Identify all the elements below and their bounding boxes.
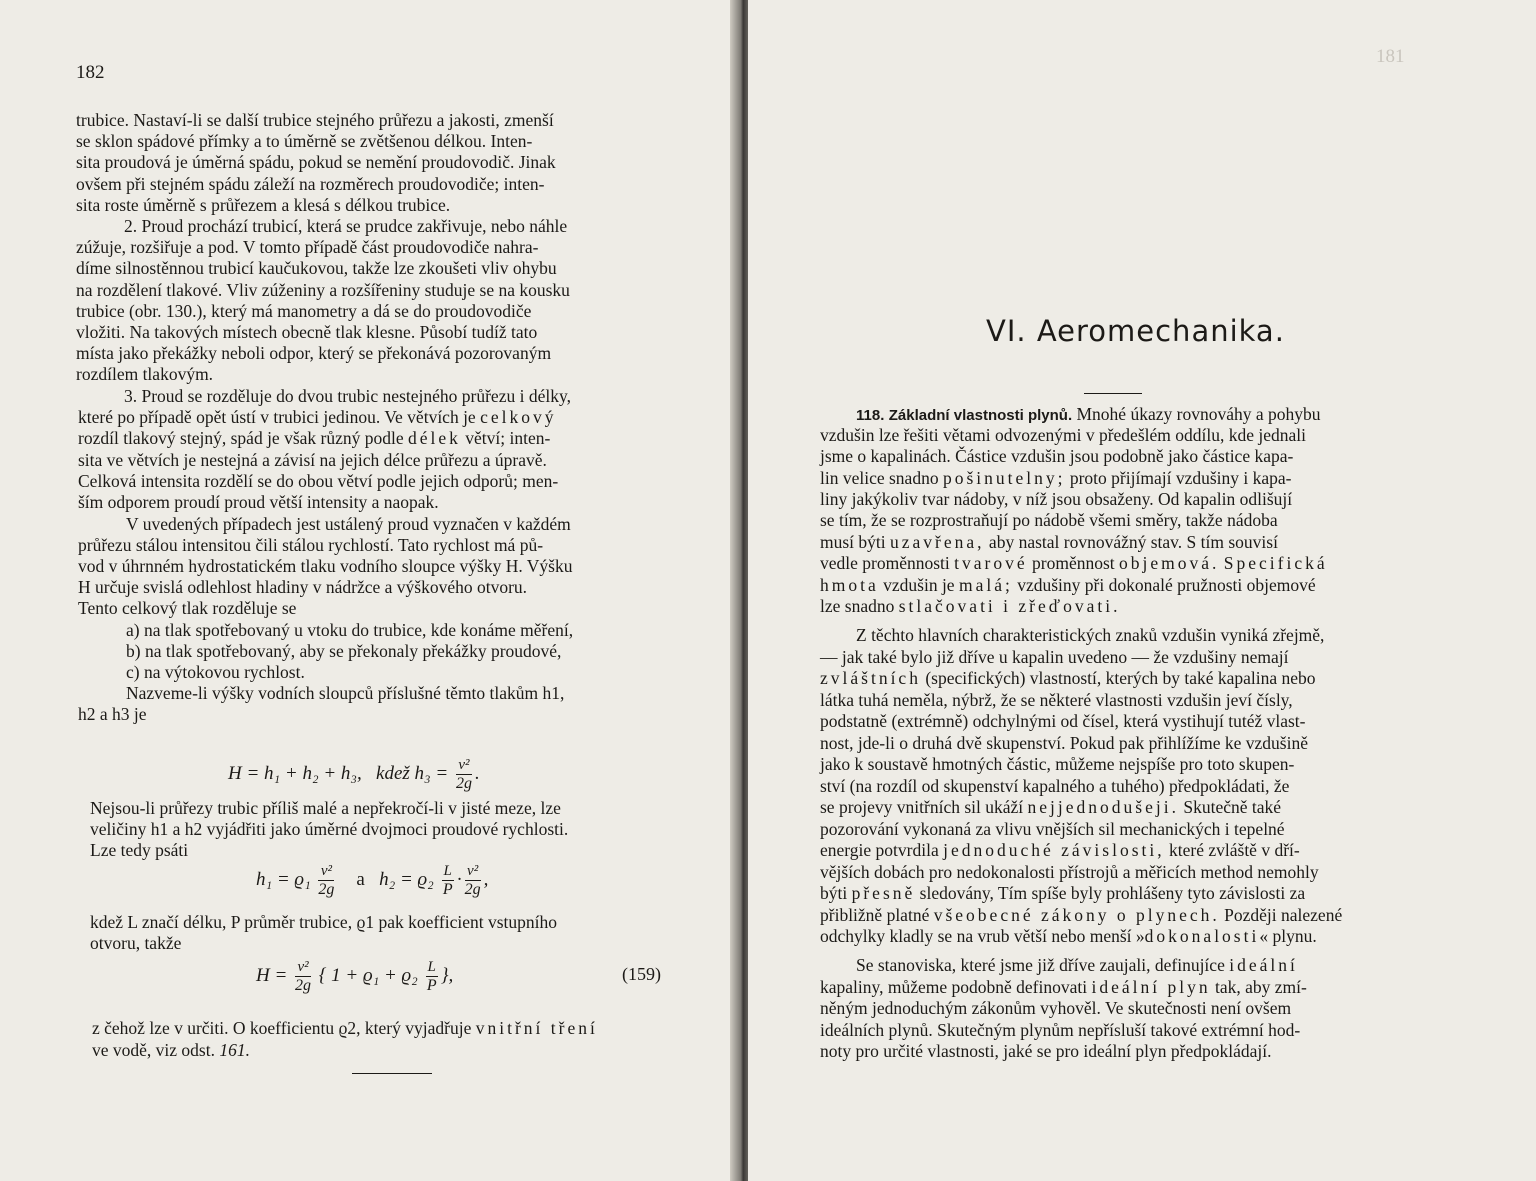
denominator: 2g — [318, 881, 335, 898]
text-line: Tento celkový tlak rozděluje se — [78, 598, 297, 619]
text-block-3 — [90, 798, 680, 862]
text-span: podstatně (extrémně) odchylnými od čísel, která vystihují tutéž vlast- — [820, 711, 1306, 731]
text-line: díme silnostěnnou trubicí kaučukovou, takže lze zkoušeti vliv ohybu — [76, 258, 557, 279]
page-number: 181 — [1376, 46, 1405, 67]
text-line — [820, 690, 1293, 711]
text-line: c) na výtokovou rychlost. — [126, 662, 305, 683]
text-span: aby nastal rovnovážný stav. S tím souvisí — [988, 532, 1278, 552]
text-line — [92, 1018, 598, 1039]
text-line — [820, 575, 1316, 596]
text-span: vedle proměnnosti — [820, 553, 950, 573]
emphasis-text: ideální plyn — [1091, 977, 1211, 997]
text-line: b) na tlak spotřebovaný, aby se překonaly překážky proudové, — [126, 640, 562, 661]
text-span: sledovány, Tím spíše byly prohlášeny tyto závislosti za — [919, 883, 1306, 903]
equation-mid: kdež h₃ = — [376, 762, 449, 784]
text-block-4 — [90, 912, 680, 954]
text-span: látka tuhá neměla, nýbrž, že se některé vlastnosti vzdušin jeví čísly, — [820, 690, 1293, 710]
text-span: vzdušiny při dokonalé pružnosti objemové — [1017, 575, 1316, 595]
emphasis-text: zvláštních — [820, 668, 921, 688]
fraction — [295, 958, 311, 995]
text-span: Se stanoviska, které jsme již dříve zaujali, definujíce — [856, 955, 1225, 975]
text-line — [820, 510, 1278, 531]
text-span: vějších dobách pro nedokonalosti přístrojů a měřicích method nemohly — [820, 862, 1319, 882]
emphasis-text: délek — [408, 428, 461, 448]
section-heading-line — [856, 404, 1320, 426]
text-line — [820, 532, 1278, 553]
denominator: 2g — [464, 881, 481, 898]
equation-body: { 1 + ϱ₁ + ϱ₂ — [318, 964, 418, 986]
text-line — [820, 776, 1289, 797]
text-line: otvoru, takže — [90, 933, 182, 954]
fraction — [442, 862, 454, 899]
equation-part: h₁ = ϱ₁ — [256, 868, 311, 890]
text-line — [820, 819, 1285, 840]
section-reference: 161. — [219, 1040, 250, 1060]
text-span: které zvláště v dří- — [1169, 840, 1300, 860]
text-span: — jak také bylo již dříve u kapalin uvedeno — že vzdušiny nemají — [820, 647, 1289, 667]
page-number: 182 — [76, 62, 105, 83]
text-line: trubice (obr. 130.), který má manometry a dá se do proudovodiče — [76, 300, 532, 321]
text-line — [820, 1041, 1272, 1062]
equation-3 — [256, 958, 453, 995]
text-span: jsme o kapalinách. Částice vzdušin jsou podobně jako částice kapa- — [820, 446, 1294, 466]
text-span: větví; inten- — [465, 428, 551, 448]
right-page — [748, 0, 1536, 1181]
text-line: trubice. Nastaví-li se další trubice stejného průřezu a jakosti, zmenší — [76, 110, 554, 130]
text-line: ovšem při stejném spádu záleží na rozměrech proudovodiče; inten- — [76, 173, 545, 194]
fraction — [426, 958, 438, 995]
text-span: pozorování vykonaná za vlivu vnějších sil mechanických i tepelné — [820, 819, 1285, 839]
fraction — [456, 756, 472, 793]
text-line — [820, 977, 1307, 998]
equation-2: h₁ = ϱ₁ $\frac{\text{v²}}{2g}$ a h₂ = ϱ₂ $\frac{L}{P}$ · $\frac{\text{v²}}{2g}$ , — [256, 863, 489, 898]
text-span: které po případě opět ústí v trubici jedinou. Ve větvích je — [78, 407, 476, 427]
text-span: ideálních plynů. Skutečným plynům nepřísluší takové extrémní hod- — [820, 1020, 1301, 1040]
text-span: vzdušin je — [883, 575, 955, 595]
fraction — [465, 862, 481, 899]
text-span: Z těchto hlavních charakteristických znaků vzdušin vyniká zřejmě, — [856, 625, 1325, 645]
chapter-rule — [1084, 393, 1142, 394]
text-line — [820, 647, 1288, 668]
numerator: v² — [456, 756, 472, 775]
text-line — [820, 711, 1306, 732]
text-line — [820, 926, 1317, 947]
text-span: jako k soustavě hmotných částic, můžeme nejspíše pro toto skupen- — [820, 754, 1295, 774]
text-span: lze snadno — [820, 596, 895, 616]
text-line — [820, 797, 1281, 818]
text-span: lin velice snadno — [820, 468, 939, 488]
text-line: zúžuje, rozšiřuje a pod. V tomto případě část proudovodiče nahra- — [76, 237, 539, 258]
left-page — [0, 0, 736, 1181]
text-line: vložiti. Na takových místech obecně tlak klesne. Působí tudíž tato — [76, 322, 538, 343]
text-line — [820, 840, 1300, 861]
denominator: P — [426, 977, 437, 994]
equation-connector: a — [356, 868, 365, 890]
text-line: 2. Proud prochází trubicí, která se prudce zakřivuje, nebo náhle — [124, 216, 568, 237]
text-span: něným jednoduchým zákonům vyhověl. Ve skutečnosti není ovšem — [820, 998, 1292, 1018]
emphasis-text: jednoduché závislosti, — [943, 840, 1165, 860]
text-span: odchylky kladly se na vrub větší nebo menší » — [820, 926, 1145, 946]
text-block-2 — [78, 450, 676, 726]
text-line: H určuje svislá odlehlost hladiny v nádržce a výškového otvoru. — [78, 577, 528, 598]
text-span: Skutečně také — [1183, 797, 1282, 817]
emphasis-text: přesně — [851, 883, 916, 903]
text-line — [820, 553, 1328, 574]
denominator: 2g — [295, 977, 312, 994]
emphasis-text: celkový — [480, 407, 557, 427]
text-span: liny jakýkoliv tvar nádoby, v níž jsou obsaženy. Od kapalin odlišují — [820, 489, 1293, 509]
end-rule — [352, 1073, 432, 1074]
numerator: L — [427, 959, 436, 975]
numerator: v² — [318, 862, 334, 881]
text-line: Lze tedy psáti — [90, 840, 189, 861]
numerator: L — [443, 863, 452, 879]
text-span: ství (na rozdíl od skupenství kapalného a tuhého) předpokládati, že — [820, 776, 1290, 796]
text-line: veličiny h1 a h2 vyjádřiti jako úměrné dvojmoci proudové rychlosti. — [90, 819, 569, 840]
fraction — [318, 862, 334, 899]
emphasis-text: stlačovati i zřeďovati. — [898, 596, 1121, 616]
equation-lhs: H = h₁ + h₂ + h₃, — [228, 762, 362, 784]
text-line: místa jako překážky neboli odpor, který se překonává pozorovaným — [76, 343, 552, 364]
text-span: tak, aby zmí- — [1214, 977, 1307, 997]
text-line: vod v úhrnném hydrostatickém tlaku vodního sloupce výšky H. Výšku — [78, 556, 573, 577]
text-line — [820, 905, 1342, 926]
text-span: Později nalezené — [1224, 905, 1343, 925]
equation-lhs: H = — [256, 964, 288, 986]
text-line: průřezu stálou intensitou čili stálou rychlostí. Tato rychlost má pů- — [78, 534, 544, 555]
text-span: « plynu. — [1259, 926, 1317, 946]
emphasis-text: nejjednodušeji. — [1027, 797, 1179, 817]
text-span: ve vodě, viz odst. — [92, 1040, 215, 1060]
text-span: energie potvrdila — [820, 840, 939, 860]
emphasis-text: uzavřena, — [890, 532, 985, 552]
equation-1: H = h₁ + h₂ + h₃, kdež h₃ = $\frac{\text{v²}}{2g}$ . — [228, 757, 480, 792]
text-line — [78, 407, 556, 428]
text-span: Mnohé úkazy rovnováhy a pohybu — [1076, 404, 1321, 424]
text-line — [820, 446, 1293, 467]
emphasis-text: tvarové — [954, 553, 1028, 573]
emphasis-text: objemová. — [1119, 553, 1220, 573]
numerator: v² — [295, 958, 311, 977]
text-line: na rozdělení tlakové. Vliv zúženiny a rozšířeniny studuje se na kousku — [76, 279, 570, 300]
text-line — [856, 625, 1324, 646]
text-span: se tím, že se rozprostraňují po nádobě všemi směry, takže nádoba — [820, 510, 1278, 530]
text-line — [820, 754, 1294, 775]
text-span: se projevy vnitřních sil ukáží — [820, 797, 1024, 817]
emphasis-text: malá; — [958, 575, 1013, 595]
equation-close: }, — [440, 964, 454, 986]
emphasis-text: pošinutelny; — [942, 468, 1066, 488]
text-span: (specifických) vlastností, kterých by také kapalina nebo — [925, 668, 1316, 688]
text-line: sita ve větvích je nestejná a závisí na jejich délce průřezu a úpravě. — [78, 450, 547, 470]
text-line: sita proudová je úměrná spádu, pokud se nemění proudovodič. Jinak — [76, 152, 556, 173]
text-span: nost, jde-li o druhá dvě skupenství. Pokud pak přihlížíme ke vzdušině — [820, 733, 1308, 753]
chapter-title: VI. Aeromechanika. — [986, 314, 1285, 348]
text-line: sita roste úměrně s průřezem a klesá s délkou trubice. — [76, 194, 451, 215]
text-span: přibližně platné — [820, 905, 930, 925]
text-line — [856, 955, 1298, 976]
text-line — [820, 862, 1319, 883]
section-title: Základní vlastnosti plynů. — [888, 407, 1073, 424]
text-span: proměnnost — [1032, 553, 1115, 573]
text-span: proto přijímají vzdušiny i kapa- — [1069, 468, 1292, 488]
text-line: Nejsou-li průřezy trubic příliš malé a nepřekročí-li v jisté meze, lze — [90, 798, 561, 818]
text-line — [820, 596, 1120, 617]
denominator: 2g — [455, 775, 472, 792]
emphasis-text: dokonalosti — [1144, 926, 1260, 946]
emphasis-text: hmota — [820, 575, 879, 595]
equation-part: h₂ = ϱ₂ — [379, 868, 434, 890]
text-line — [820, 998, 1291, 1019]
text-span: rozdíl tlakový stejný, spád je však různý podle — [78, 428, 404, 448]
text-line — [78, 428, 550, 449]
text-line — [820, 489, 1292, 510]
numerator: v² — [465, 862, 481, 881]
text-line: kdež L značí délku, P průměr trubice, ϱ1 pak koefficient vstupního — [90, 912, 558, 932]
text-line — [820, 468, 1291, 489]
text-line: rozdílem tlakovým. — [76, 364, 214, 385]
emphasis-text: Specifická — [1223, 553, 1328, 573]
emphasis-text: vnitřní tření — [475, 1018, 598, 1038]
text-line: h2 a h3 je — [78, 704, 147, 725]
text-line: Celková intensita rozdělí se do obou větví podle jejich odporů; men- — [78, 471, 559, 492]
text-block-1 — [76, 110, 674, 407]
text-line — [820, 425, 1306, 446]
text-span: z čehož lze v určiti. O koefficientu ϱ2, který vyjadřuje — [92, 1018, 472, 1038]
text-span: noty pro určité vlastnosti, jaké se pro ideální plyn předpokládají. — [820, 1041, 1272, 1061]
text-line: 3. Proud se rozděluje do dvou trubic nestejného průřezu i délky, — [124, 385, 571, 406]
text-line: Nazveme-li výšky vodních sloupců příslušné těmto tlakům h1, — [126, 683, 565, 704]
text-line — [820, 883, 1305, 904]
text-span: kapaliny, můžeme podobně definovati — [820, 977, 1088, 997]
equation-number: (159) — [622, 964, 661, 984]
denominator: P — [442, 881, 453, 898]
text-line: ším odporem proudí proud větší intensity a naopak. — [78, 492, 439, 513]
text-span: vzdušin lze řešiti větami odvozenými v předešlém oddílu, kde jednali — [820, 425, 1306, 445]
text-line: V uvedených případech jest ustálený proud vyznačen v každém — [126, 513, 571, 534]
emphasis-text: všeobecné zákony o plynech. — [933, 905, 1220, 925]
emphasis-text: ideální — [1229, 955, 1298, 975]
text-line: a) na tlak spotřebovaný u vtoku do trubice, kde konáme měření, — [126, 619, 574, 640]
text-line — [820, 668, 1316, 689]
text-line: se sklon spádové přímky a to úměrně se zvětšenou délkou. Inten- — [76, 131, 533, 152]
text-span: býti — [820, 883, 848, 903]
text-line — [820, 1020, 1300, 1041]
text-line — [92, 1040, 250, 1061]
text-span: musí býti — [820, 532, 886, 552]
section-number: 118. — [856, 407, 885, 424]
text-line — [820, 733, 1308, 754]
